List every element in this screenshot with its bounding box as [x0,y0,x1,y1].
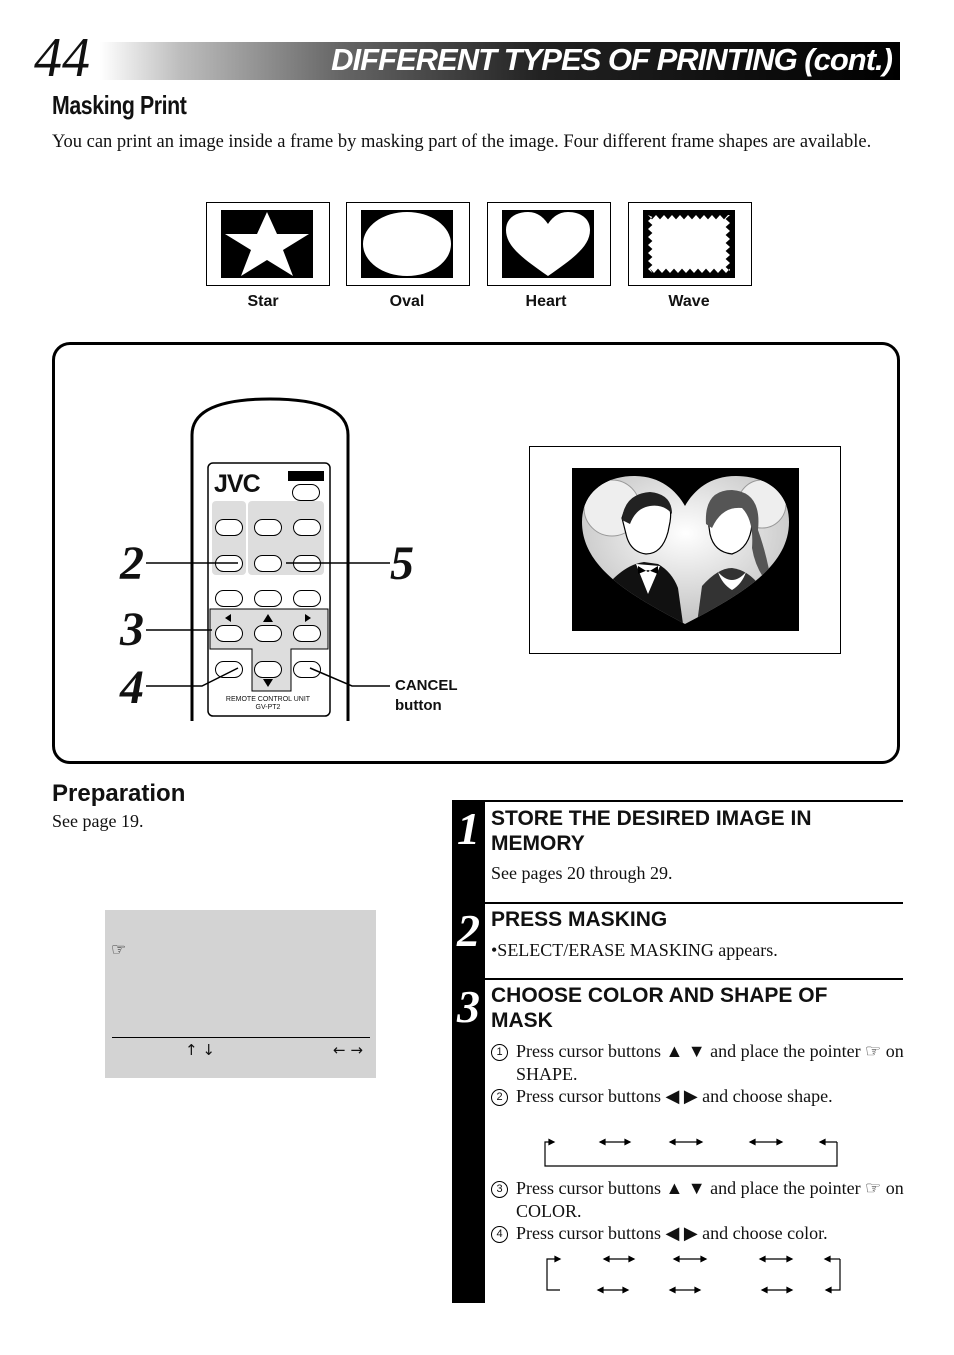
remote-button [292,484,320,501]
substep-text: Press cursor buttons ◀ ▶ and choose shape. [516,1086,833,1106]
substep-text: Press cursor buttons ▲ ▼ and place the pointer ☞ on COLOR. [516,1178,904,1221]
step-text-2: •SELECT/ERASE MASKING appears. [491,940,778,960]
callout-number-2: 2 [120,537,144,590]
shape-label-oval: Oval [389,293,425,310]
step-number-1: 1 [457,803,480,854]
shape-label-heart: Heart [525,293,567,310]
step-divider [485,978,903,980]
step-bar [452,800,485,1303]
left-right-arrows-icon: ← → [333,1041,363,1059]
substep-marker: 3 [491,1181,508,1198]
step-number-2: 2 [457,905,480,956]
callout-number-3: 3 [120,603,144,656]
cancel-button-label [395,676,458,716]
remote-button [254,519,282,536]
oval-frame-icon [361,210,453,278]
substep-text: Press cursor buttons ◀ ▶ and choose color. [516,1223,828,1243]
heart-frame-icon [502,210,594,278]
heart-masked-photo [572,468,799,631]
page-number: 44 [34,27,90,89]
preparation-text: See page 19. [52,811,144,831]
masking-menu-screen [105,910,376,1078]
shape-label-star: Star [247,293,279,310]
substep-2 [491,1085,906,1108]
up-down-arrows-icon: ↑ ↓ [185,1041,215,1059]
substep-marker: 2 [491,1089,508,1106]
substep-4 [491,1222,906,1245]
step-text-1: See pages 20 through 29. [491,863,673,883]
preparation-title: Preparation [52,780,186,807]
remote-model-line1: REMOTE CONTROL UNIT [225,696,311,703]
star-frame-icon [221,210,313,278]
oval-frame [346,202,470,286]
page-title: DIFFERENT TYPES OF PRINTING (cont.) [331,42,892,77]
section-title: Masking Print [52,90,187,120]
substep-marker: 4 [491,1226,508,1243]
jvc-logo: JVC [214,470,260,498]
step-title-2: PRESS MASKING [491,908,668,931]
substep-text: Press cursor buttons ▲ ▼ and place the pointer ☞ on SHAPE. [516,1041,904,1084]
step-divider [485,800,903,802]
pointer-icon: ☞ [111,940,127,959]
intro-paragraph: You can print an image inside a frame by masking part of the image. Four different frame shapes are available. [52,132,872,152]
wave-frame-icon [643,210,735,278]
substep-1 [491,1040,906,1084]
substep-marker: 1 [491,1044,508,1061]
step-title-3: CHOOSE COLOR AND SHAPE OF MASK [491,984,828,1032]
heart-frame [487,202,611,286]
screen-divider [112,1037,370,1038]
callout-lines [140,540,400,700]
step-title-1: STORE THE DESIRED IMAGE IN MEMORY [491,807,812,855]
step-number-3: 3 [457,981,480,1032]
callout-number-4: 4 [120,661,144,714]
callout-number-5: 5 [390,537,414,590]
cancel-label-line2: button [395,697,442,714]
remote-button [215,519,243,536]
shape-label-wave: Wave [668,293,710,310]
cancel-label-line1: CANCEL [395,677,458,694]
substep-3 [491,1177,906,1221]
star-frame [206,202,330,286]
remote-model-line2: GV-PT2 [255,704,281,711]
color-cycle-diagram [540,1252,845,1296]
remote-button [293,519,321,536]
step-divider [485,902,903,904]
wave-frame [628,202,752,286]
shape-cycle-diagram [540,1134,845,1170]
